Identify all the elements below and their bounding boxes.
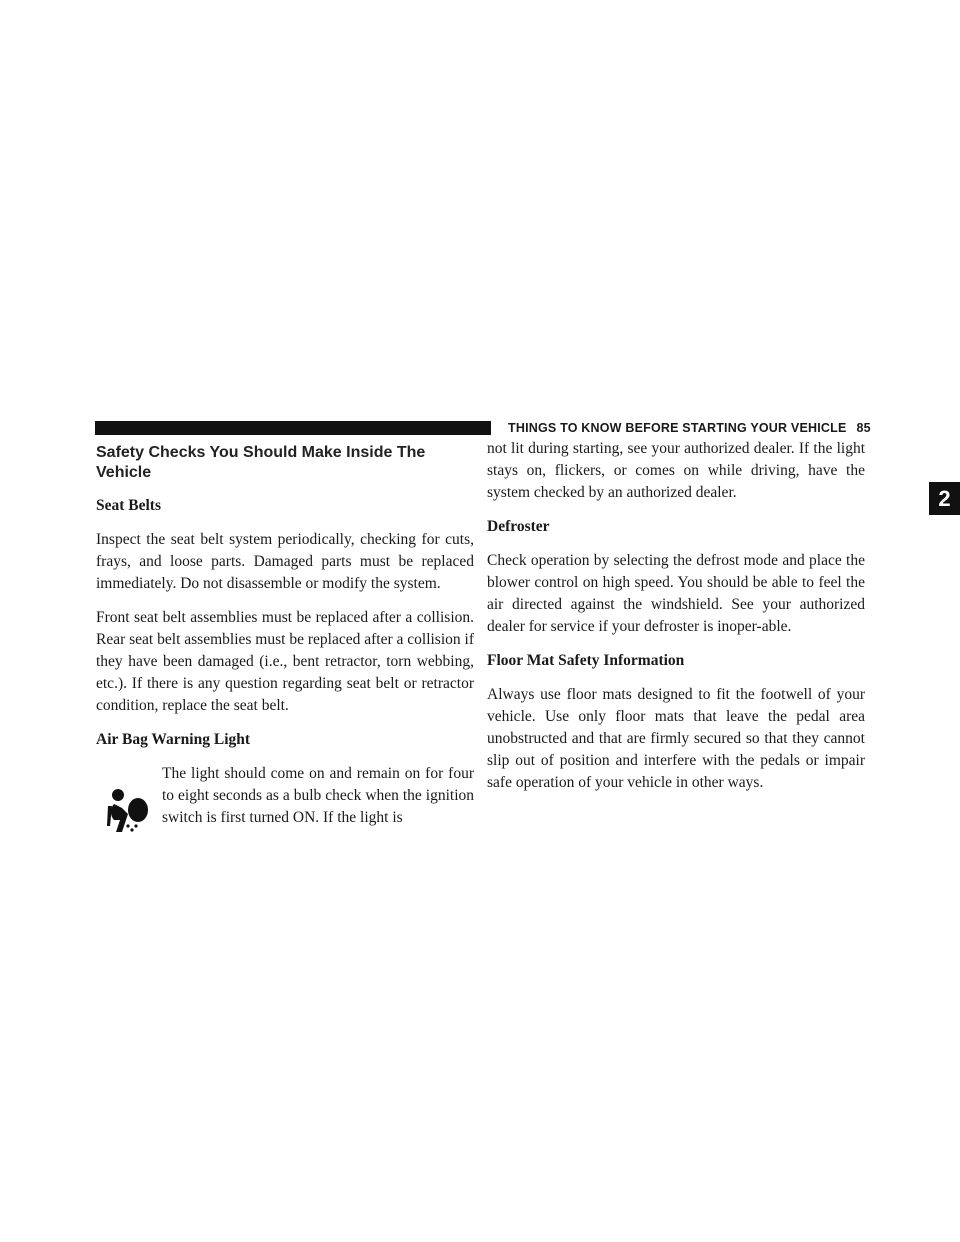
floor-mat-text: Always use floor mats designed to fit the footwell of your vehicle. Use only floor mats that leave the pedal area unobstructed and that are firmly secured so that they cannot slip out of position and interfere with the pedals or impair safe operation of your vehicle in other ways.	[487, 686, 865, 791]
air-bag-block	[96, 763, 474, 851]
air-bag-text: The light should come on and remain on for four to eight seconds as a bulb check when the ignition switch is first turned ON. If the light is	[162, 765, 474, 826]
defroster-heading: Defroster	[487, 518, 550, 535]
seat-belts-paragraph-2: Front seat belt assemblies must be replaced after a collision. Rear seat belt assemblies must be replaced after a collision if they have been damaged (i.e., bent retractor, torn webbing, etc.). If there is any question regarding seat belt or retractor condition, replace the seat belt.	[96, 609, 474, 714]
right-column	[487, 438, 865, 794]
section-title-line2: Vehicle	[96, 464, 152, 481]
section-title-line1: Safety Checks You Should Make Inside The	[96, 444, 426, 461]
defroster-text: Check operation by selecting the defrost mode and place the blower control on high speed. You should be able to feel the air directed against the windshield. See your authorized dealer for service if your defroster is inoper-able.	[487, 552, 865, 635]
chapter-tab: 2	[929, 482, 960, 515]
left-column	[96, 438, 474, 851]
section-title	[96, 443, 474, 483]
header-rule	[95, 421, 491, 435]
page-number: 85	[856, 421, 871, 435]
floor-mat-heading: Floor Mat Safety Information	[487, 652, 685, 669]
airbag-warning-icon	[106, 786, 152, 836]
air-bag-continued-text: not lit during starting, see your authorized dealer. If the light stays on, flickers, or comes on while driving, have the system checked by an authorized dealer.	[487, 440, 865, 501]
running-header	[508, 419, 871, 437]
seat-belts-heading: Seat Belts	[96, 497, 162, 514]
running-title: THINGS TO KNOW BEFORE STARTING YOUR VEHICLE	[508, 421, 847, 435]
air-bag-heading: Air Bag Warning Light	[96, 731, 251, 748]
seat-belts-paragraph-1: Inspect the seat belt system periodically, checking for cuts, frays, and loose parts. Damaged parts must be replaced immediately. Do not disassemble or modify the system.	[96, 531, 474, 592]
